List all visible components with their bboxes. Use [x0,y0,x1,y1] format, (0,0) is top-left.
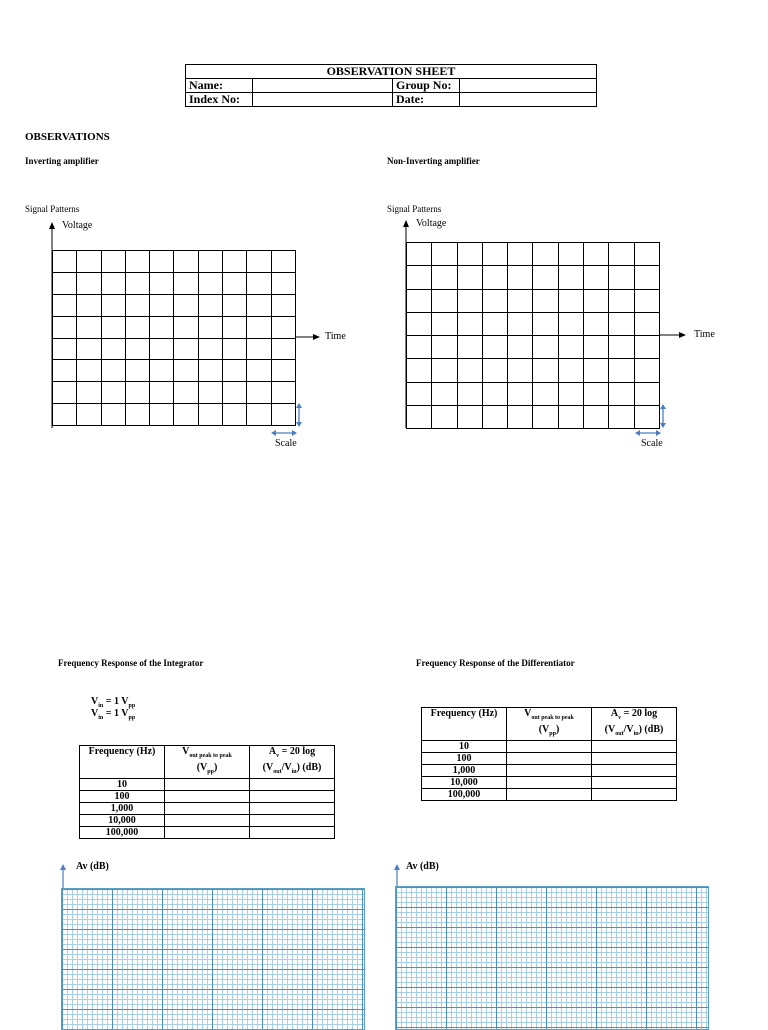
col-frequency: Frequency (Hz) [80,746,165,779]
table-row: 10 [80,779,335,791]
col-vout: $V_{out peak to peak}$ $(V_{pp})$ [507,708,592,741]
name-label: Name: [186,79,253,93]
inverting-title: Inverting amplifier [25,156,99,166]
integrator-graph-paper[interactable] [61,888,365,1030]
integrator-table [79,745,335,839]
col-av: $A_v = 20$ log $(V_{out}/V_{in})$ (dB) [592,708,677,741]
index-field[interactable] [253,93,393,107]
table-row: 100 [80,791,335,803]
noninverting-signal-label: Signal Patterns [387,204,442,214]
integrator-av-axis-arrow [58,864,68,890]
inverting-vertical-scale-icon [294,403,304,427]
vin-line-1: $V_{in} = 1$ $V_{pp}$ [91,696,136,709]
table-row: 100 [422,753,677,765]
noninverting-horizontal-scale-icon [635,428,661,438]
differentiator-title: Frequency Response of the Differentiator [416,658,575,668]
sheet-title: OBSERVATION SHEET [186,65,597,79]
name-field[interactable] [253,79,393,93]
inverting-horizontal-scale-icon [271,428,297,438]
table-row: 100,000 [80,827,335,839]
noninverting-scale-label: Scale [641,438,663,449]
observations-heading: OBSERVATIONS [25,131,110,143]
noninverting-voltage-label: Voltage [416,218,447,229]
noninverting-x-axis-arrow [660,330,688,340]
col-vout: $V_{out peak to peak}$ $(V_{pp})$ [165,746,250,779]
inverting-signal-grid [52,250,296,426]
inverting-x-axis-arrow [296,332,322,342]
index-label: Index No: [186,93,253,107]
inverting-scale-label: Scale [275,438,297,449]
table-row: 1,000 [422,765,677,777]
table-row: 10 [422,741,677,753]
integrator-title: Frequency Response of the Integrator [58,658,204,668]
vin-line-2: $V_{in} = 1$ $V_{pp}$ [91,708,136,721]
group-label: Group No: [393,79,460,93]
noninverting-vertical-scale-icon [658,404,668,428]
inverting-signal-label: Signal Patterns [25,204,80,214]
table-row: 1,000 [80,803,335,815]
integrator-av-label: Av (dB) [76,861,109,872]
noninverting-time-label: Time [694,329,715,340]
differentiator-table [421,707,677,801]
differentiator-av-label: Av (dB) [406,861,439,872]
inverting-voltage-label: Voltage [62,220,93,231]
table-row: 100,000 [422,789,677,801]
differentiator-graph-paper[interactable] [395,886,709,1030]
table-row: 10,000 [80,815,335,827]
table-row: 10,000 [422,777,677,789]
noninverting-signal-grid [406,242,660,429]
inverting-time-label: Time [325,331,346,342]
col-av: $A_v = 20$ log $(V_{out}/V_{in})$ (dB) [250,746,335,779]
date-field[interactable] [460,93,597,107]
col-frequency: Frequency (Hz) [422,708,507,741]
date-label: Date: [393,93,460,107]
group-field[interactable] [460,79,597,93]
observation-sheet-header [185,64,597,107]
noninverting-title: Non-Inverting amplifier [387,156,480,166]
